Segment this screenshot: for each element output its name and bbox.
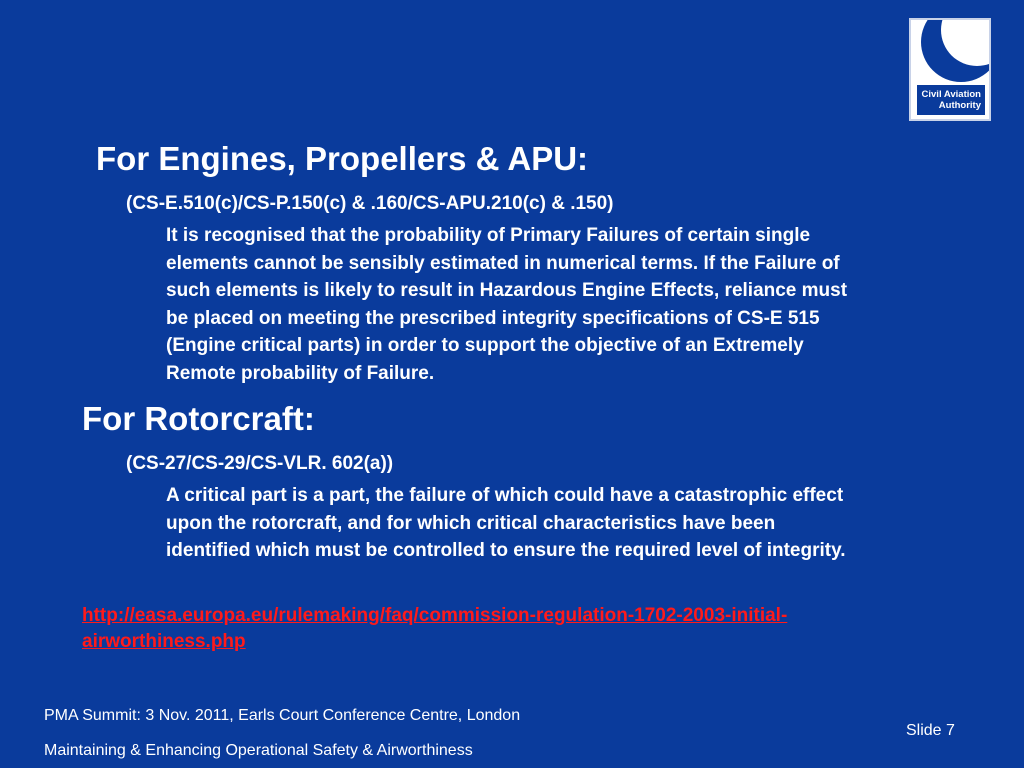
footer-tagline: Maintaining & Enhancing Operational Safety & Airworthiness — [44, 742, 473, 759]
logo-line-2: Authority — [938, 100, 981, 111]
paragraph-line: upon the rotorcraft, and for which critical characteristics have been — [166, 512, 776, 534]
paragraph-line: (Engine critical parts) in order to support the objective of an Extremely — [166, 335, 804, 357]
logo-wordmark — [917, 85, 985, 115]
heading-rotorcraft: For Rotorcraft: — [82, 400, 315, 437]
reference-rotorcraft: (CS-27/CS-29/CS-VLR. 602(a)) — [126, 453, 394, 474]
paragraph-line: such elements is likely to result in Hazardous Engine Effects, reliance must — [166, 280, 848, 302]
link-line-2[interactable]: airworthiness.php — [82, 631, 246, 652]
link-line-1[interactable]: http://easa.europa.eu/rulemaking/faq/commission-regulation-1702-2003-initial- — [82, 605, 788, 626]
caa-crescent-icon — [911, 20, 991, 90]
paragraph-engines — [166, 222, 996, 388]
reference-engines: (CS-E.510(c)/CS-P.150(c) & .160/CS-APU.210(c) & .150) — [126, 193, 614, 214]
paragraph-line: It is recognised that the probability of Primary Failures of certain single — [166, 225, 811, 246]
footer-event: PMA Summit: 3 Nov. 2011, Earls Court Conference Centre, London — [44, 707, 521, 724]
paragraph-rotorcraft — [166, 482, 996, 565]
paragraph-line: A critical part is a part, the failure of which could have a catastrophic effect — [166, 485, 844, 506]
paragraph-line: Remote probability of Failure. — [166, 362, 435, 384]
heading-engines: For Engines, Propellers & APU: — [96, 140, 589, 177]
caa-logo — [909, 18, 991, 121]
paragraph-line: be placed on meeting the prescribed integrity specifications of CS-E 515 — [166, 307, 820, 329]
paragraph-line: identified which must be controlled to ensure the required level of integrity. — [166, 540, 846, 562]
slide-number: Slide 7 — [906, 722, 955, 739]
easa-faq-link[interactable] — [82, 603, 787, 655]
paragraph-line: elements cannot be sensibly estimated in numerical terms. If the Failure of — [166, 252, 840, 274]
logo-line-1: Civil Aviation — [921, 89, 981, 100]
